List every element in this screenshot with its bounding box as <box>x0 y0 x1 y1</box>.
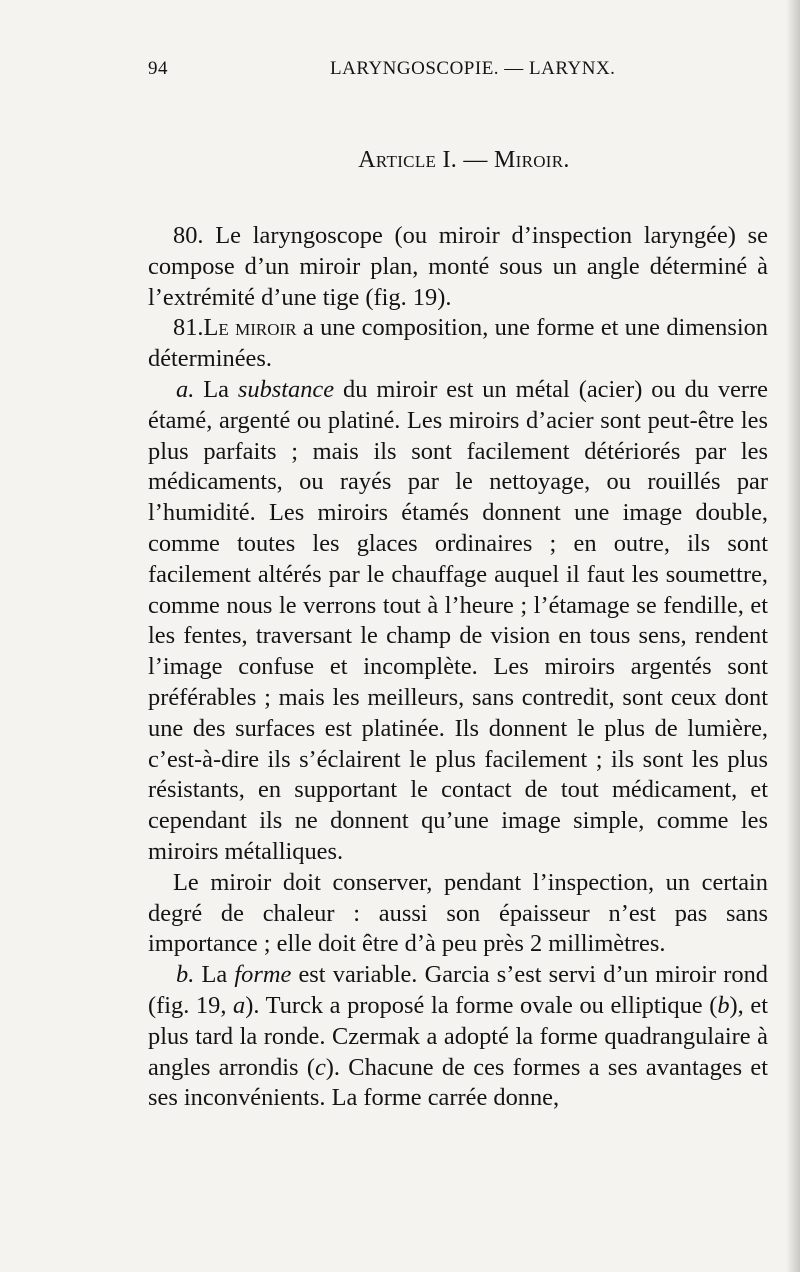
paragraph-heat: Le miroir doit conserver, pendant l’inspection, un certain degré de chaleur : aussi son épaisseur n’est pas sans importance ; elle doit être d’à peu près 2 millimètres. <box>148 868 768 958</box>
paragraph-a-term: substance <box>237 375 335 403</box>
article-heading: Article I. — Miroir. <box>358 147 570 173</box>
paragraph-a-pre: La <box>194 375 238 403</box>
paragraph-b-pre: La <box>194 961 235 989</box>
paragraph-b-term: forme <box>234 961 292 989</box>
paragraph-81-number: 81. <box>173 314 204 342</box>
paragraph-81-text: a une composition, une forme et une dimension déterminées. <box>148 314 768 373</box>
figure-ref-a: a <box>233 991 246 1019</box>
page-number: 94 <box>148 58 168 79</box>
page-edge-shadow <box>786 0 800 1272</box>
paragraph-b-text-1: est variable. Garcia s’est servi d’un miroir rond (fig. 19, <box>148 961 768 1019</box>
figure-ref-b: b <box>717 991 730 1019</box>
paragraph-b-label: b. <box>176 961 195 989</box>
paragraph-a-text: du miroir est un métal (acier) ou du verre étamé, argenté ou platiné. Les miroirs d’acier sont peut-être les plus parfaits ; mais ils sont facilement détériorés par les médicaments, ou rayés par le nettoyage, ou rouillés par l’humidité. Les miroirs étamés donnent une image double, comme toutes les glaces ordinaires ; en outre, ils sont facilement altérés par le chauffage auquel il faut les soumettre, comme nous le verrons tout à l’heure ; l’étamage se fendille, et les fentes, traversant le champ de vision en tous sens, rendent l’image confuse et incomplète. Les miroirs argentés sont préférables ; mais les meilleurs, sans contredit, sont ceux dont une des surfaces est platinée. Ils donnent le plus de lumière, c’est-à-dire ils s’éclairent le plus facilement ; ils sont les plus résistants, en supportant le contact de tout médicament, et cependant ils ne donnent qu’une image simple, comme les miroirs métalliques. <box>148 375 768 865</box>
paragraph-a-label: a. <box>176 375 195 403</box>
figure-ref-c: c <box>314 1053 326 1081</box>
paragraph-b-text-3: ), et plus tard la ronde. Czermak a adopté la forme quadrangulaire à angles arrondis ( <box>148 991 768 1081</box>
paragraph-b-text-4: ). Chacune de ces formes a ses avantages et ses inconvénients. La forme carrée donne, <box>148 1053 768 1112</box>
paragraph-b-text-2: ). Turck a proposé la forme ovale ou elliptique ( <box>245 991 718 1019</box>
paragraph-a-substance <box>148 375 768 868</box>
running-head-title: LARYNGOSCOPIE. — LARYNX. <box>330 58 616 79</box>
body-text <box>148 221 768 1114</box>
paragraph-81-lead: Le miroir <box>203 314 297 342</box>
paragraph-81 <box>148 313 768 375</box>
running-head <box>148 58 780 88</box>
paragraph-b-forme <box>148 960 768 1114</box>
paragraph-80: 80. Le laryngoscope (ou miroir d’inspection laryngée) se compose d’un miroir plan, monté sous un angle déterminé à l’extrémité d’une tige (fig. 19). <box>148 222 768 311</box>
